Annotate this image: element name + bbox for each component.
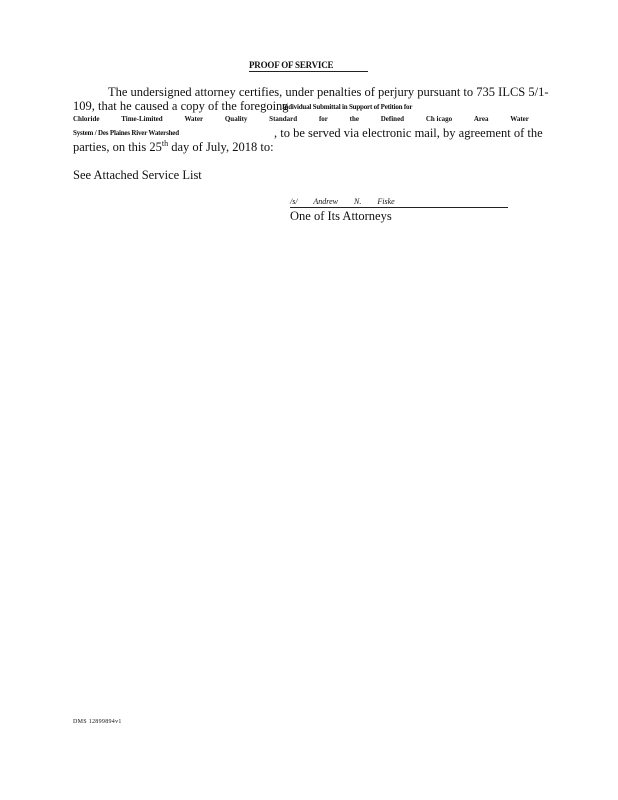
document-id-footer: DMS 12899894v1	[73, 719, 122, 725]
doc-title-word: Area	[473, 115, 489, 123]
doc-title-word: Ch icago	[425, 115, 453, 123]
service-list-reference: See Attached Service List	[73, 168, 202, 182]
doc-title-word: Water	[510, 115, 529, 123]
doc-title-word: Water	[184, 115, 204, 123]
signer-role: One of Its Attorneys	[290, 209, 392, 223]
page-title: PROOF OF SERVICE	[249, 60, 368, 72]
document-title-part-3: System / Des Plaines River Watershed	[73, 129, 179, 137]
doc-title-word: for	[318, 115, 328, 123]
signature-part: Andrew	[313, 197, 339, 206]
signature-line	[290, 197, 508, 208]
signature-part: Fiske	[377, 197, 395, 206]
certification-line-5	[73, 140, 274, 155]
doc-title-word: Defined	[380, 115, 405, 123]
certification-line-1: The undersigned attorney certifies, under penalties of perjury pursuant to 735 ILCS 5/1-	[108, 85, 549, 99]
signature-part: /s/	[290, 197, 298, 206]
doc-title-word: Standard	[269, 115, 298, 123]
date-prefix: parties, on this 25	[73, 140, 162, 154]
certification-line-2: 109, that he caused a copy of the foregoing	[73, 99, 289, 113]
date-ordinal-suffix: th	[161, 139, 169, 148]
certification-line-4: , to be served via electronic mail, by agreement of the	[274, 126, 543, 140]
document-title-part-2	[73, 115, 529, 123]
signature-part: N.	[354, 197, 362, 206]
doc-title-word: Time-Limited	[121, 115, 163, 123]
doc-title-word: the	[349, 115, 359, 123]
doc-title-word: Quality	[224, 115, 248, 123]
doc-title-word: Chloride	[73, 115, 100, 123]
date-suffix: day of July, 2018 to:	[168, 140, 274, 154]
document-title-part-1: Individual Submittal in Support of Petition for	[282, 103, 413, 111]
